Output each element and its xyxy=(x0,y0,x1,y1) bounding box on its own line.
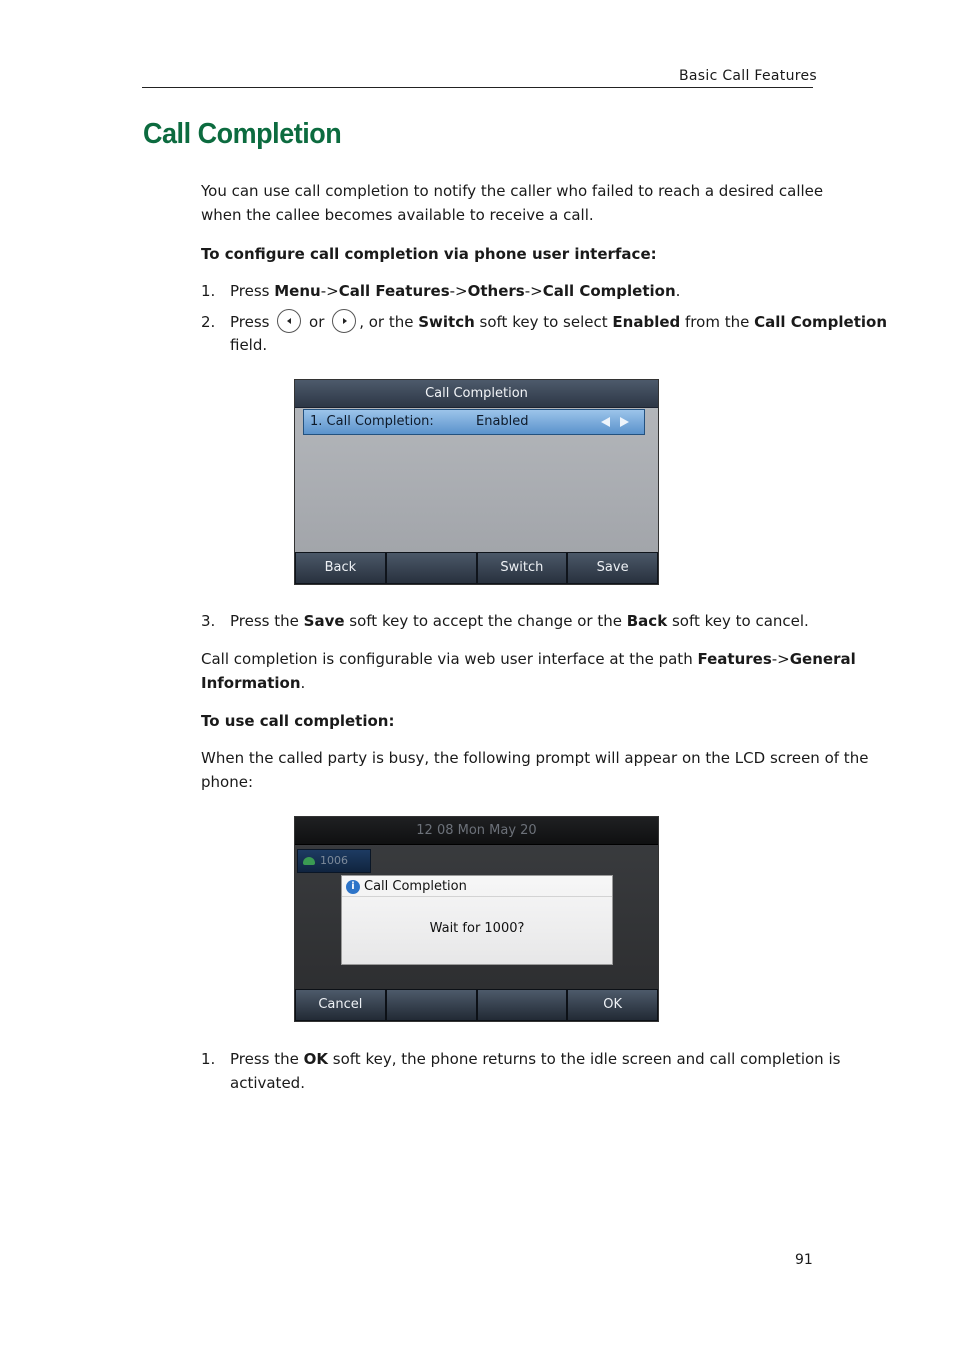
empty-softkey[interactable] xyxy=(477,989,568,1021)
section-title: Call Completion xyxy=(143,118,342,150)
dialog-message: Wait for 1000? xyxy=(429,921,525,936)
final-step-number: 1. xyxy=(201,1050,216,1068)
final-step-text: Press the OK soft key, the phone returns to the idle screen and call completion is xyxy=(230,1050,841,1068)
call-completion-field[interactable] xyxy=(303,409,645,435)
left-arrow-icon[interactable] xyxy=(601,417,610,427)
field-label: 1. Call Completion: xyxy=(310,414,434,429)
dialog-title: Call Completion xyxy=(364,879,467,894)
info-icon: i xyxy=(346,880,360,894)
phone-line-icon xyxy=(303,857,315,865)
right-navigation-key-icon xyxy=(332,309,356,333)
step-1-number: 1. xyxy=(201,282,216,300)
empty-softkey[interactable] xyxy=(386,552,477,584)
softkey-bar xyxy=(295,552,658,584)
save-softkey[interactable]: Save xyxy=(567,552,658,584)
step-1-text: Press Menu->Call Features->Others->Call Completion. xyxy=(230,282,681,300)
field-value: Enabled xyxy=(476,414,529,429)
step-2-text: Press or , or the Switch soft key to select Enabled from the Call Completion xyxy=(230,310,887,335)
status-bar: 12 08 Mon May 20 xyxy=(295,817,658,845)
empty-softkey[interactable] xyxy=(386,989,477,1021)
configure-heading: To configure call completion via phone user interface: xyxy=(201,245,657,263)
cancel-softkey[interactable]: Cancel xyxy=(295,989,386,1021)
web-config-line-2: Information. xyxy=(201,674,306,692)
busy-line-2: phone: xyxy=(201,773,253,791)
step-2-number: 2. xyxy=(201,313,216,331)
ok-softkey[interactable]: OK xyxy=(567,989,658,1021)
softkey-bar xyxy=(295,989,658,1021)
dialog-divider xyxy=(342,896,612,897)
line-key[interactable] xyxy=(297,849,371,873)
final-step-text-cont: activated. xyxy=(230,1074,305,1092)
header-rule xyxy=(142,87,813,88)
running-header: Basic Call Features xyxy=(679,68,817,84)
web-config-line-1: Call completion is configurable via web user interface at the path Features->General xyxy=(201,650,856,668)
back-softkey[interactable]: Back xyxy=(295,552,386,584)
step-3-text: Press the Save soft key to accept the change or the Back soft key to cancel. xyxy=(230,612,809,630)
phone-screen-settings xyxy=(294,379,659,585)
call-completion-dialog xyxy=(341,875,613,965)
left-navigation-key-icon xyxy=(277,309,301,333)
busy-line-1: When the called party is busy, the following prompt will appear on the LCD screen of the xyxy=(201,749,869,767)
line-label: 1006 xyxy=(320,854,348,867)
right-arrow-icon[interactable] xyxy=(620,417,629,427)
intro-line-1: You can use call completion to notify the caller who failed to reach a desired callee xyxy=(201,182,824,200)
intro-line-2: when the callee becomes available to receive a call. xyxy=(201,206,594,224)
page-number: 91 xyxy=(795,1252,813,1268)
step-2-text-cont: field. xyxy=(230,336,268,354)
step-3-number: 3. xyxy=(201,612,216,630)
phone-screen-prompt xyxy=(294,816,659,1022)
switch-softkey[interactable]: Switch xyxy=(477,552,568,584)
use-heading: To use call completion: xyxy=(201,712,395,730)
screen-title: Call Completion xyxy=(295,380,658,408)
